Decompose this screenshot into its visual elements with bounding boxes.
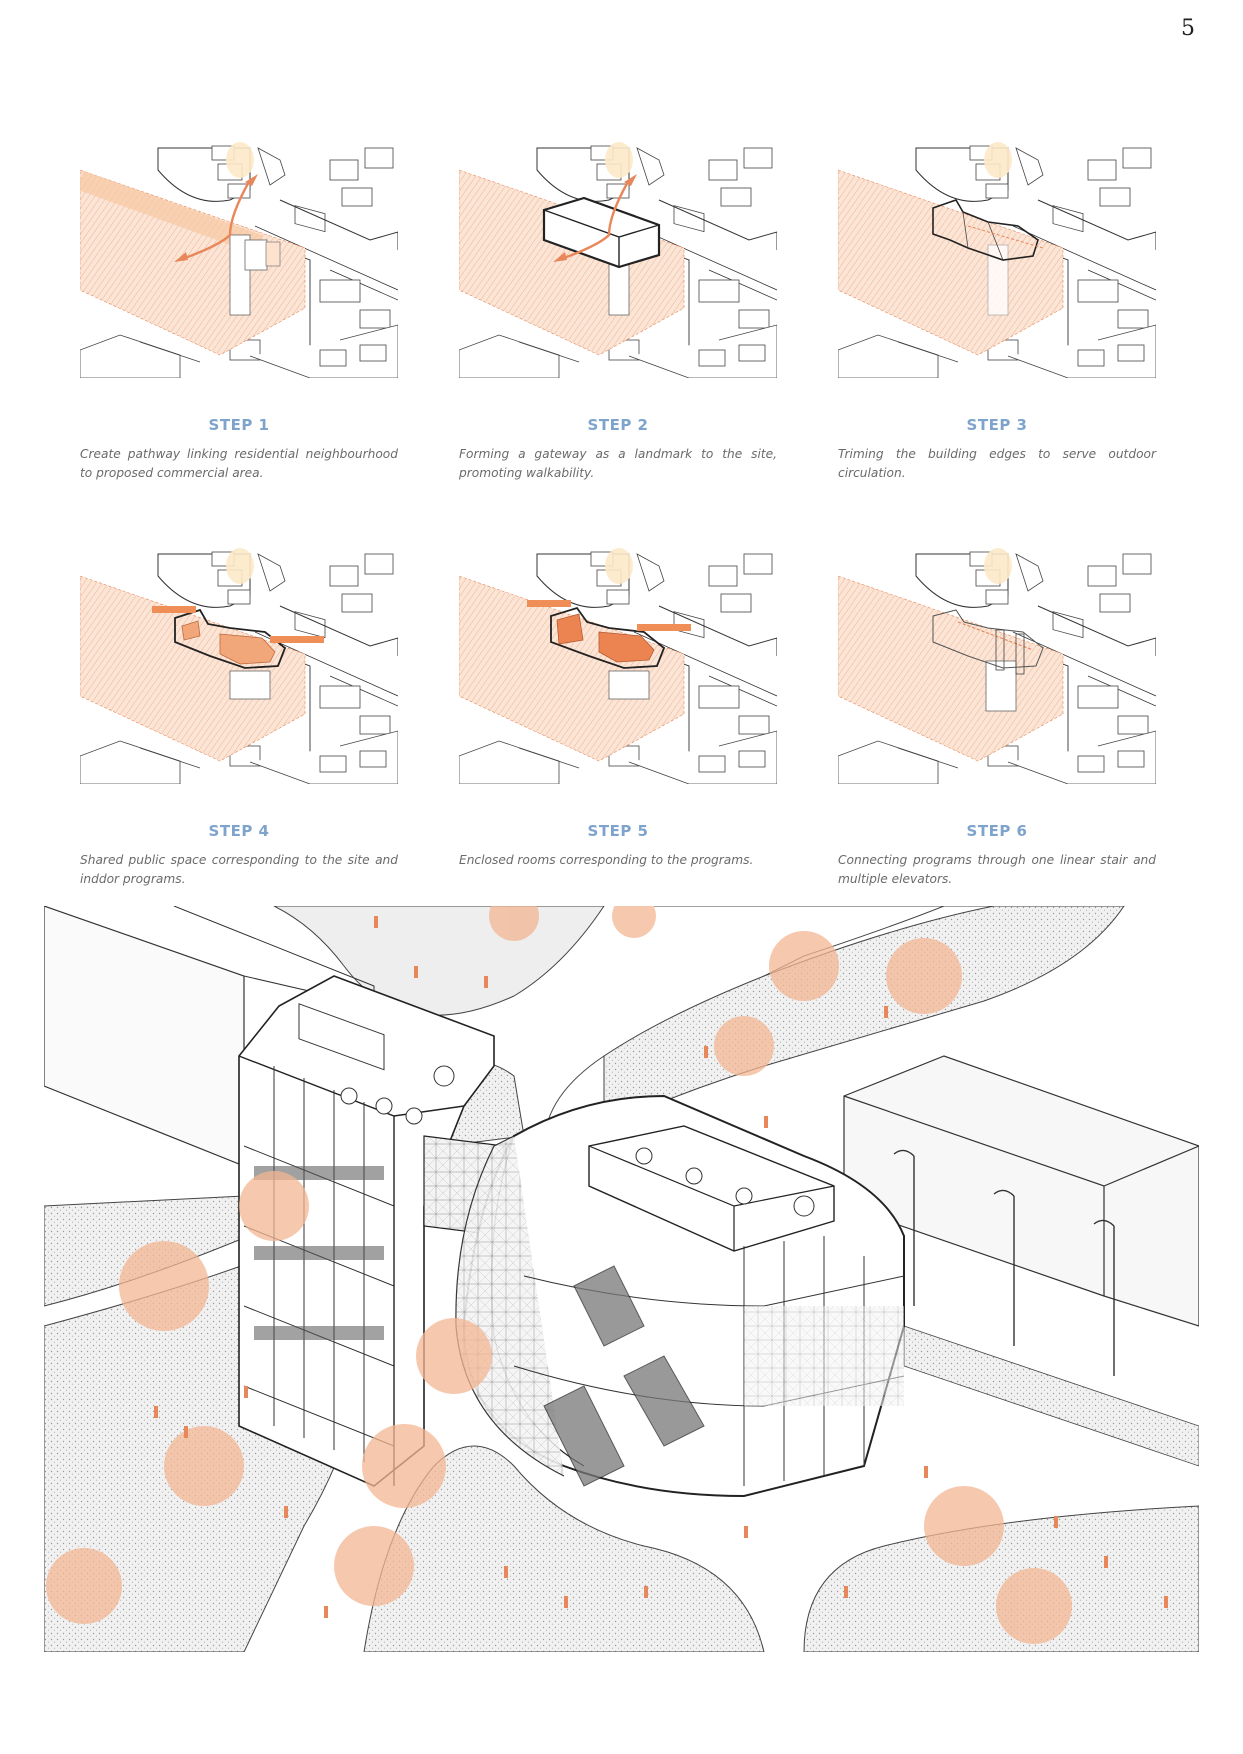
step-1-panel bbox=[80, 130, 398, 483]
step-6-description: Connecting programs through one linear stair and multiple elevators. bbox=[838, 853, 1156, 886]
step-3-panel bbox=[838, 130, 1156, 483]
step-2-diagram bbox=[459, 130, 777, 378]
step-1-title: STEP 1 bbox=[208, 416, 270, 434]
step-5-panel bbox=[459, 536, 777, 870]
step-2-title: STEP 2 bbox=[587, 416, 649, 434]
step-5-description: Enclosed rooms corresponding to the programs. bbox=[459, 853, 754, 867]
step-6-diagram bbox=[838, 536, 1156, 784]
step-4-diagram bbox=[80, 536, 398, 784]
step-2-panel bbox=[459, 130, 777, 483]
step-4-description: Shared public space corresponding to the site and inddor programs. bbox=[80, 853, 398, 886]
step-1-description: Create pathway linking residential neighbourhood to proposed commercial area. bbox=[80, 447, 398, 480]
step-3-diagram bbox=[838, 130, 1156, 378]
step-6-title: STEP 6 bbox=[966, 822, 1028, 840]
page-number: 5 bbox=[1181, 16, 1195, 41]
step-3-description: Triming the building edges to serve outdoor circulation. bbox=[838, 447, 1156, 480]
step-5-title: STEP 5 bbox=[587, 822, 649, 840]
step-1-diagram bbox=[80, 130, 398, 378]
axonometric-site-drawing bbox=[44, 906, 1199, 1652]
step-4-title: STEP 4 bbox=[208, 822, 270, 840]
step-6-panel bbox=[838, 536, 1156, 889]
step-2-description: Forming a gateway as a landmark to the site, promoting walkability. bbox=[459, 447, 777, 480]
step-5-diagram bbox=[459, 536, 777, 784]
step-4-panel bbox=[80, 536, 398, 889]
step-3-title: STEP 3 bbox=[966, 416, 1028, 434]
